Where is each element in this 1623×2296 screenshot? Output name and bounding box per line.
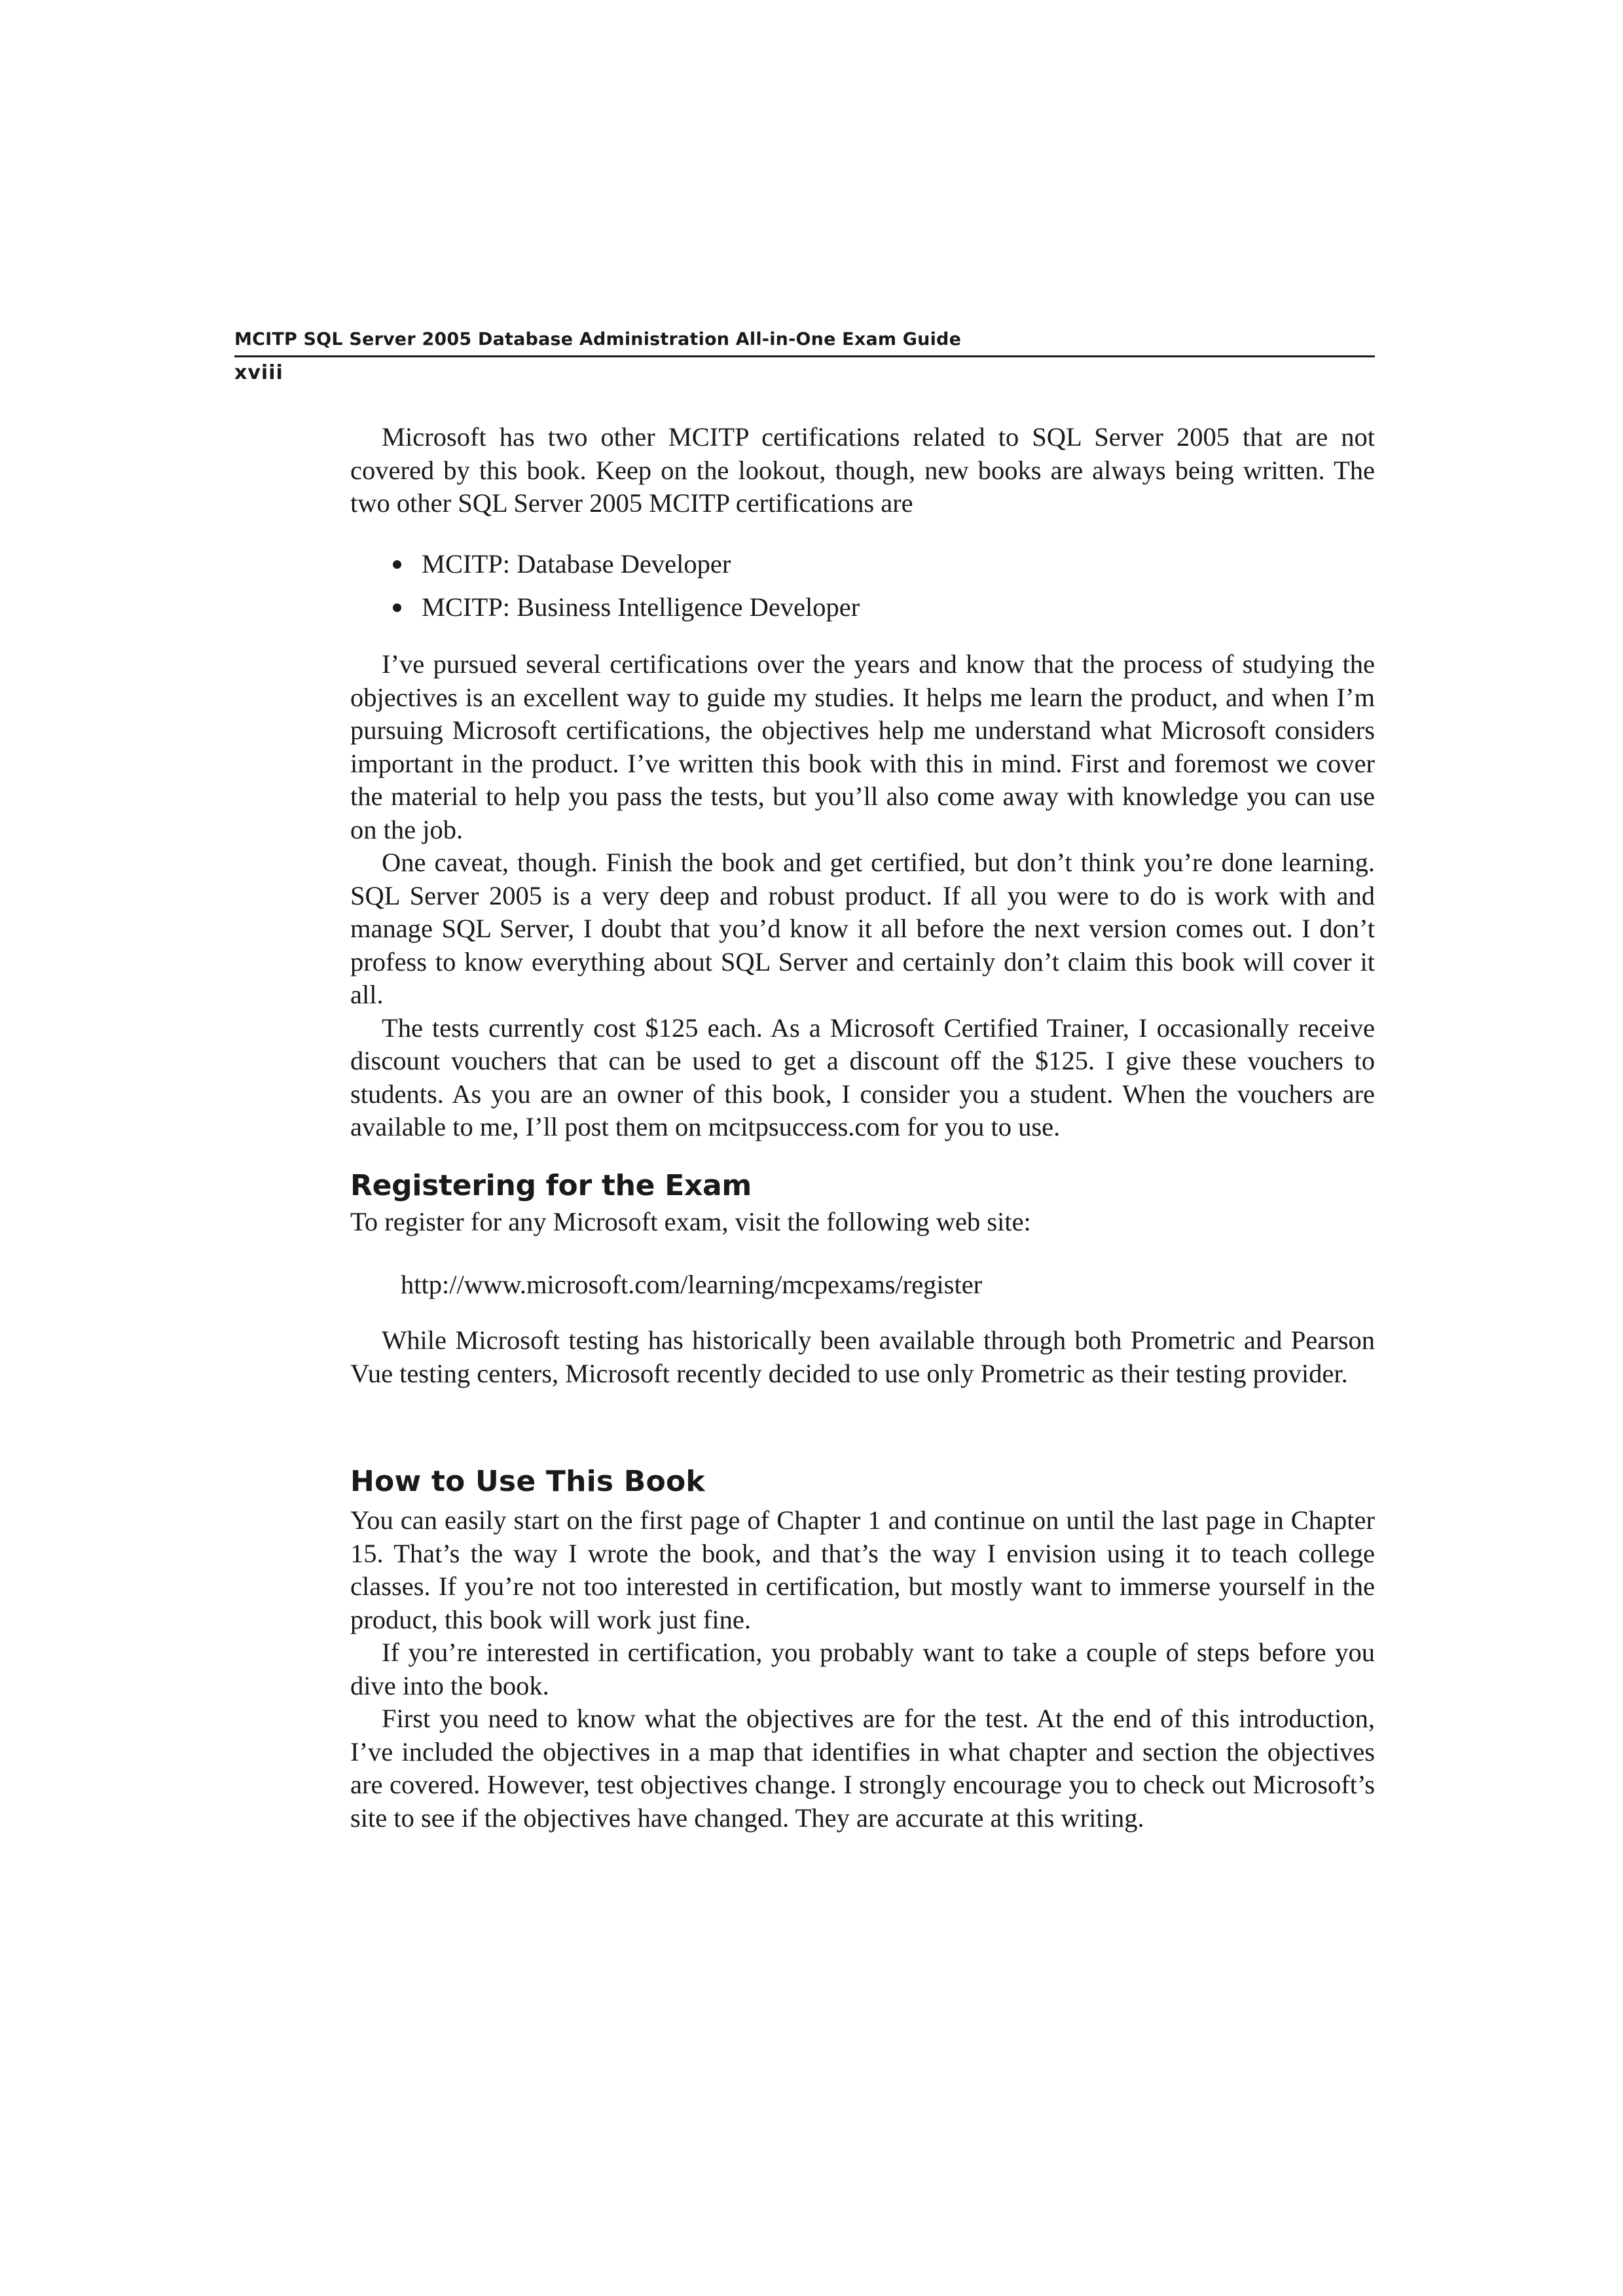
section-heading-how-to-use: How to Use This Book (350, 1465, 705, 1498)
registering-lead: To register for any Microsoft exam, visit the following web site: (350, 1207, 1031, 1236)
certification-list (393, 543, 1375, 629)
section-heading-registering: Registering for the Exam (350, 1169, 752, 1202)
intro-paragraph: Microsoft has two other MCITP certifications related to SQL Server 2005 that are not covered by this book. Keep on the lookout, though, new books are always being written. The two other SQL Server 2005 MCITP certifications are (350, 422, 1375, 518)
paragraph-caveat: One caveat, though. Finish the book and get certified, but don’t think you’re done learning. SQL Server 2005 is a very deep and robust product. If all you were to do is work with and manage SQL Server, I doubt that you’d know it all before the next version comes out. I don’t profess to know everything about SQL Server and certainly don’t claim this book will cover it all. (350, 848, 1375, 1009)
register-url: http://www.microsoft.com/learning/mcpexams/register (401, 1270, 983, 1299)
page-number: xviii (234, 361, 283, 384)
list-item (393, 586, 1375, 629)
paragraph-testing-provider: While Microsoft testing has historically been available through both Prometric and Pearson Vue testing centers, Microsoft recently decided to use only Prometric as their testing provider. (350, 1325, 1375, 1388)
registering-body (350, 1324, 1375, 1390)
list-item-text: MCITP: Business Intelligence Developer (422, 592, 860, 622)
paragraph-objectives: First you need to know what the objectives are for the test. At the end of this introduction, I’ve included the objectives in a map that identifies in what chapter and section the objectives are covered. However, test objectives change. I strongly encourage you to check out Microsoft’s site to see if the objectives have changed. They are accurate at this writing. (350, 1704, 1375, 1833)
intro-section (350, 421, 1375, 520)
intro-body (350, 648, 1375, 1144)
running-header-title: MCITP SQL Server 2005 Database Administration All-in-One Exam Guide (234, 329, 962, 350)
header-rule (234, 355, 1375, 357)
list-item-text: MCITP: Database Developer (422, 549, 731, 579)
paragraph-start-reading: You can easily start on the first page of Chapter 1 and continue on until the last page in Chapter 15. That’s the way I wrote the book, and that’s the way I envision using it to teach college classes. If you’re not too interested in certification, but mostly want to immerse yourself in the product, this book will work just fine. (350, 1505, 1375, 1634)
list-item (393, 543, 1375, 586)
paragraph-certification-steps: If you’re interested in certification, you probably want to take a couple of steps before you dive into the book. (350, 1638, 1375, 1700)
registering-lead-block (350, 1206, 1375, 1239)
bullet-icon (393, 560, 401, 569)
paragraph-certifications: I’ve pursued several certifications over the years and know that the process of studying the objectives is an excellent way to guide my studies. It helps me learn the product, and when I’m pursuing Microsoft certifications, the objectives help me understand what Microsoft considers important in the product. I’ve written this book with this in mind. First and foremost we cover the material to help you pass the tests, but you’ll also come away with knowledge you can use on the job. (350, 649, 1375, 844)
how-to-use-body (350, 1504, 1375, 1835)
paragraph-vouchers: The tests currently cost $125 each. As a Microsoft Certified Trainer, I occasionally receive discount vouchers that can be used to get a discount off the $125. I give these vouchers to students. As you are an owner of this book, I consider you a student. When the vouchers are available to me, I’ll post them on mcitpsuccess.com for you to use. (350, 1013, 1375, 1141)
bullet-icon (393, 603, 401, 612)
